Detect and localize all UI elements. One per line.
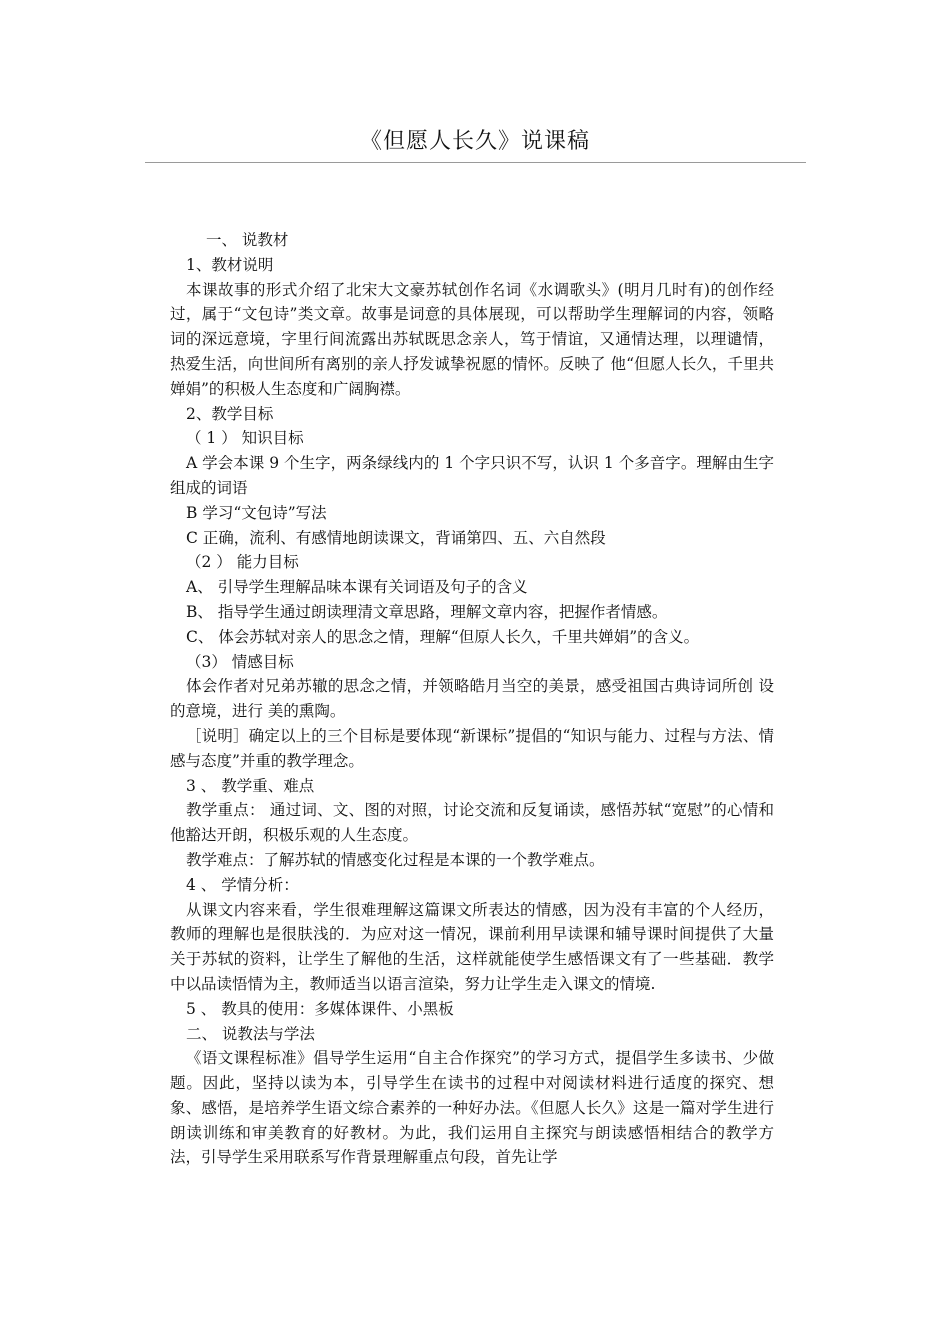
paragraph: B、 指导学生通过朗读理清文章思路，理解文章内容，把握作者情感。 bbox=[186, 602, 668, 621]
paragraph: 4 、 学情分析： bbox=[186, 875, 299, 894]
paragraph: 本课故事的形式介绍了北宋大文豪苏轼创作名词《水调歌头》(明月几时有)的创作经过，属于“文包诗”类文章。故事是词意的具体展现，可以帮助学生理解词的内容，领略词的深远意境，字里行间流露出苏轼既思念亲人，笃于情谊，又通情达理，以理谴情，热爱生活，向世间所有离别的亲人抒发诚挚祝愿的情怀。反映了 他“但愿人长久，千里共婵娟”的积极人生态度和广阔胸襟。 bbox=[170, 280, 774, 398]
paragraph: C 正确，流利、有感情地朗读课文，背诵第四、五、六自然段 bbox=[186, 528, 606, 547]
paragraph: 教学重点： 通过词、文、图的对照，讨论交流和反复诵读，感悟苏轼“宽慰”的心情和他豁达开朗，积极乐观的人生态度。 bbox=[170, 801, 774, 845]
paragraph: ［说明］确定以上的三个目标是要体现“新课标”提倡的“知识与能力、过程与方法、情感与态度”并重的教学理念。 bbox=[170, 726, 774, 770]
paragraph: （3） 情感目标 bbox=[186, 652, 294, 671]
paragraph: A 学会本课 9 个生字，两条绿线内的 1 个字只识不写，认识 1 个多音字。理解由生字 组成的词语 bbox=[170, 454, 774, 497]
paragraph: A、 引导学生理解品味本课有关词语及句子的含义 bbox=[186, 578, 528, 597]
paragraph: B 学习“文包诗”写法 bbox=[186, 503, 327, 522]
paragraph: （2 ） 能力目标 bbox=[186, 553, 299, 572]
paragraph: 教学难点：了解苏轼的情感变化过程是本课的一个教学难点。 bbox=[186, 850, 605, 869]
paragraph: 从课文内容来看，学生很难理解这篇课文所表达的情感，因为没有丰富的个人经历，教师的理解也是很肤浅的．为应对这一情况，课前利用早读课和辅导课时间提供了大量关于苏轼的资料，让学生了解他的生活，这样就能使学生感悟课文有了一些基础．教学中以品读悟情为主，教师适当以语言渲染，努力让学生走入课文的情境. bbox=[170, 900, 774, 993]
paragraph: 1、教材说明 bbox=[186, 255, 274, 274]
paragraph: 《语文课程标准》倡导学生运用“自主合作探究”的学习方式，提倡学生多读书、少做题。因此，坚持以读为本，引导学生在读书的过程中对阅读材料进行适度的探究、想象、感悟，是培养学生语文综合素养的一种好办法。《但愿人长久》这是一篇对学生进行朗读训练和审美教育的好教材。为此，我们运用自主探究与朗读感悟相结合的教学方法，引导学生采用联系写作背景理解重点句段，首先让学 bbox=[170, 1049, 774, 1167]
paragraph: 2、教学目标 bbox=[186, 404, 274, 423]
title-divider bbox=[145, 162, 806, 163]
paragraph: 一、 说教材 bbox=[206, 231, 289, 249]
page-title: 《但愿人长久》说课稿 bbox=[359, 129, 590, 154]
paragraph: 3 、 教学重、难点 bbox=[186, 776, 315, 795]
paragraph: （ 1 ） 知识目标 bbox=[186, 429, 304, 448]
document-body bbox=[170, 228, 774, 1170]
paragraph: C、 体会苏轼对亲人的思念之情，理解“但原人长久，千里共婵娟”的含义。 bbox=[186, 627, 700, 646]
paragraph: 5 、 教具的使用：多媒体课件、小黑板 bbox=[186, 999, 454, 1018]
paragraph: 体会作者对兄弟苏辙的思念之情，并领略皓月当空的美景，感受祖国古典诗词所创 设的意境，进行 美的熏陶。 bbox=[170, 677, 774, 721]
paragraph: 二、 说教法与学法 bbox=[186, 1024, 315, 1043]
